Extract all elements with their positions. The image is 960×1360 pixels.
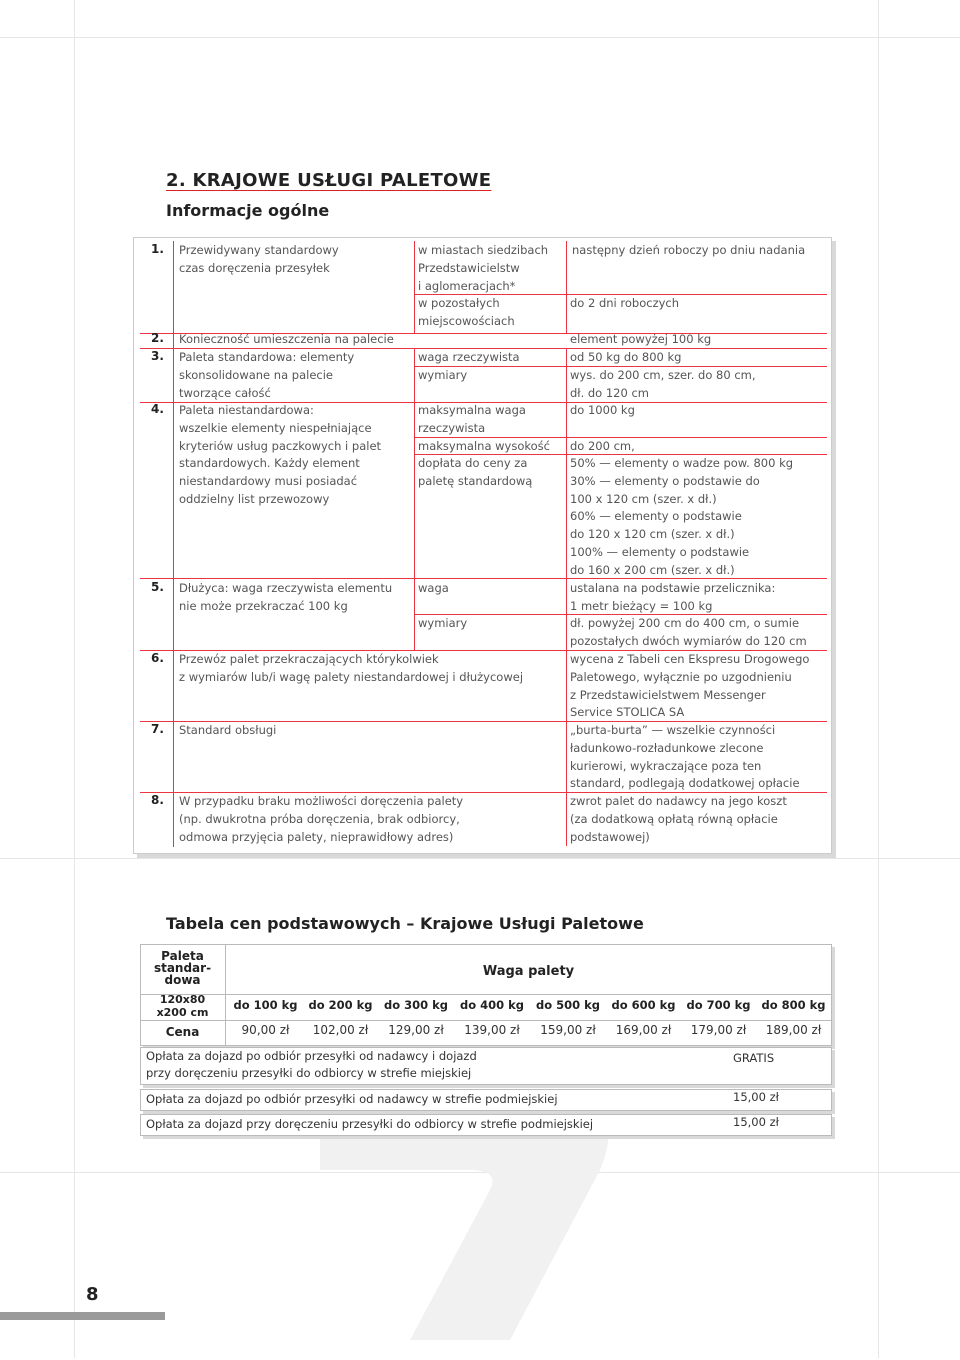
- fee-value: 15,00 zł: [733, 1115, 779, 1129]
- row-description: W przypadku braku możliwości doręczenia palety (np. dwukrotna próba doręczenia, brak odbiorcy, odmowa przyjęcia palety, nieprawidłowy adres): [179, 794, 464, 844]
- row-sublabel: waga rzeczywista: [418, 350, 520, 364]
- row-description: Standard obsługi: [179, 723, 277, 737]
- price-cell: 129,00 zł: [388, 1023, 444, 1037]
- fee-label: Opłata za dojazd przy doręczeniu przesyłki do odbiorcy w strefie podmiejskiej: [146, 1117, 594, 1131]
- weight-cell: do 100 kg: [233, 998, 298, 1012]
- fee-label: Opłata za dojazd po odbiór przesyłki od nadawcy w strefie podmiejskiej: [146, 1092, 558, 1106]
- price-cell: 159,00 zł: [540, 1023, 596, 1037]
- weight-cell: do 700 kg: [686, 998, 751, 1012]
- price-cell: 102,00 zł: [312, 1023, 369, 1037]
- fee-value: GRATIS: [733, 1051, 775, 1065]
- row-description: Paleta niestandardowa: wszelkie elementy niespełniające kryteriów usług paczkowych i palet standardowych. Każdy element niestandardowy musi posiadać oddzielny list przewozowy: [179, 403, 382, 506]
- row-sublabel: dopłata do ceny za paletę standardową: [418, 456, 533, 488]
- weight-header: Waga palety: [482, 964, 575, 979]
- row-number: 8.: [151, 793, 164, 807]
- row-sublabel: maksymalna wysokość: [418, 439, 550, 453]
- page-bar: [0, 1312, 165, 1320]
- price-cell: 90,00 zł: [241, 1023, 290, 1037]
- row-sublabel: wymiary: [418, 368, 468, 382]
- row-sublabel: w miastach siedzibach Przedstawicielstw i aglomeracjach*: [418, 243, 549, 293]
- price-cell: 179,00 zł: [690, 1023, 747, 1037]
- price-cell: 139,00 zł: [464, 1023, 520, 1037]
- weight-cell: do 200 kg: [308, 998, 373, 1012]
- row-description: Dłużyca: waga rzeczywista elementu nie może przekraczać 100 kg: [179, 581, 393, 613]
- row-sublabel: waga: [418, 581, 449, 595]
- price-label: Cena: [165, 1025, 200, 1039]
- row-value: dł. powyżej 200 cm do 400 cm, o sumie pozostałych dwóch wymiarów do 120 cm: [570, 616, 807, 648]
- row-description: Konieczność umieszczenia na palecie: [179, 332, 394, 346]
- row-value: następny dzień roboczy po dniu nadania: [572, 243, 806, 257]
- pallet-header: Paleta standar- dowa: [153, 949, 212, 987]
- row-description: Przewidywany standardowy czas doręczenia przesyłek: [179, 243, 339, 275]
- row-sublabel: wymiary: [418, 616, 468, 630]
- weight-cell: do 600 kg: [611, 998, 676, 1012]
- row-number: 7.: [151, 722, 164, 736]
- row-value: ustalana na podstawie przelicznika: 1 metr bieżący = 100 kg: [570, 581, 776, 613]
- row-number: 3.: [151, 349, 164, 363]
- pallet-size: 120x80 x200 cm: [156, 993, 209, 1019]
- section-title: 2. KRAJOWE USŁUGI PALETOWE: [166, 170, 492, 191]
- row-value: wycena z Tabeli cen Ekspresu Drogowego Paletowego, wyłącznie po uzgodnieniu z Przedstawicielstwem Messenger Service STOLICA SA: [570, 652, 810, 720]
- fee-label: Opłata za dojazd po odbiór przesyłki od nadawcy i dojazd przy doręczeniu przesyłki do odbiorcy w strefie miejskiej: [146, 1049, 477, 1080]
- row-number: 4.: [151, 402, 164, 416]
- column-divider: [173, 241, 174, 847]
- row-value: zwrot palet do nadawcy na jego koszt (za dodatkową opłatą równą opłacie podstawowej): [570, 794, 787, 844]
- row-number: 2.: [151, 331, 164, 345]
- weight-cell: do 500 kg: [535, 998, 601, 1012]
- weight-cell: do 400 kg: [459, 998, 525, 1012]
- row-value: od 50 kg do 800 kg: [570, 350, 682, 364]
- row-value: wys. do 200 cm, szer. do 80 cm, dł. do 120 cm: [570, 368, 756, 400]
- price-cell: 169,00 zł: [615, 1023, 672, 1037]
- page-number: 8: [86, 1284, 99, 1305]
- row-value: do 200 cm,: [570, 439, 635, 453]
- row-number: 1.: [151, 242, 164, 256]
- row-sublabel: w pozostałych miejscowościach: [418, 296, 515, 328]
- row-value: element powyżej 100 kg: [570, 332, 712, 346]
- row-number: 6.: [151, 651, 164, 665]
- weight-cell: do 300 kg: [383, 998, 449, 1012]
- row-description: Przewóz palet przekraczających którykolwiek z wymiarów lub/i wagę palety niestandardowej i dłużycowej: [179, 652, 524, 684]
- fee-value: 15,00 zł: [733, 1090, 779, 1104]
- row-value: do 1000 kg: [570, 403, 635, 417]
- row-number: 5.: [151, 580, 164, 594]
- row-value: 50% — elementy o wadze pow. 800 kg 30% — elementy o podstawie do 100 x 120 cm (szer. x dł.) 60% — elementy o podstawie do 120 x 120 cm (szer. x dł.) 100% — elementy o podstawie do 160 x 200 cm (szer. x dł.): [570, 456, 794, 577]
- subtitle: Informacje ogólne: [166, 201, 330, 220]
- row-value: do 2 dni roboczych: [570, 296, 680, 310]
- price-table-title: Tabela cen podstawowych – Krajowe Usługi Paletowe: [166, 914, 644, 933]
- row-sublabel: maksymalna waga rzeczywista: [418, 403, 526, 435]
- row-description: Paleta standardowa: elementy skonsolidowane na palecie tworzące całość: [179, 350, 355, 400]
- weight-cell: do 800 kg: [761, 998, 826, 1012]
- price-cell: 189,00 zł: [765, 1023, 822, 1037]
- row-value: „burta-burta” — wszelkie czynności ładunkowo-rozładunkowe zlecone kurierowi, wykraczające poza ten standard, podlegają dodatkowej opłacie: [570, 723, 800, 791]
